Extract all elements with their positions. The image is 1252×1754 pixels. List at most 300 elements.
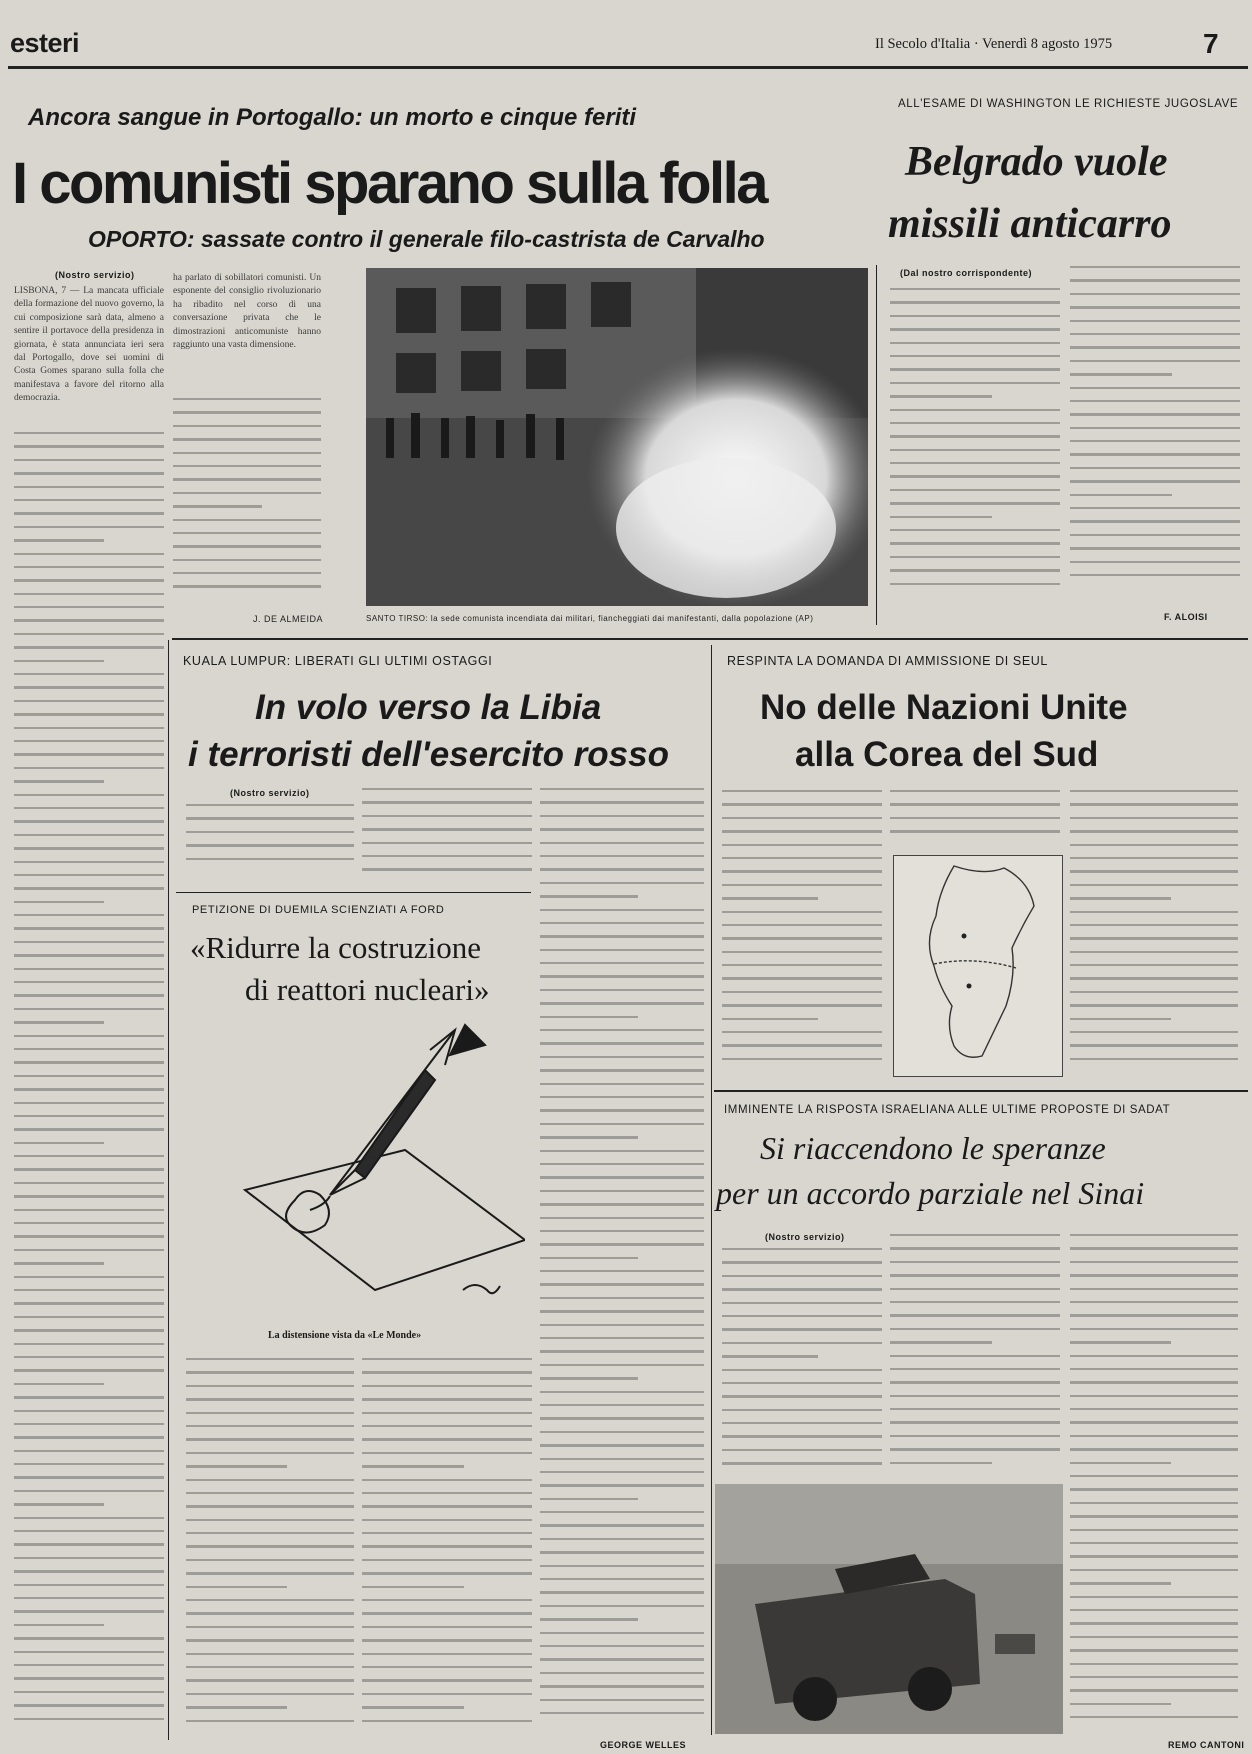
text-line: [890, 502, 1060, 504]
sinai-column-2: [890, 1234, 1060, 1479]
text-line: [14, 1061, 164, 1063]
text-line: [186, 1385, 354, 1387]
text-line: [890, 395, 992, 397]
column-rule-left: [168, 640, 169, 1740]
text-line: [14, 486, 164, 488]
text-line: [186, 1479, 354, 1481]
text-line: [890, 382, 1060, 384]
text-line: [362, 1479, 532, 1481]
text-line: [14, 686, 164, 688]
text-line: [14, 1410, 164, 1412]
text-line: [186, 1559, 354, 1561]
text-line: [890, 817, 1060, 819]
text-line: [722, 1031, 882, 1033]
text-line: [362, 1653, 532, 1655]
newspaper-date: Il Secolo d'Italia · Venerdì 8 agosto 1975: [875, 36, 1113, 52]
text-line: [14, 807, 164, 809]
text-line: [14, 1423, 164, 1425]
text-line: [540, 949, 704, 951]
text-line: [1070, 1314, 1238, 1316]
text-line: [890, 1462, 992, 1464]
text-line: [540, 1029, 704, 1031]
text-line: [14, 512, 164, 514]
text-line: [14, 914, 164, 916]
text-line: [1070, 1609, 1238, 1611]
text-line: [186, 1653, 354, 1655]
text-line: [890, 569, 1060, 571]
text-line: [890, 516, 992, 518]
text-line: [540, 1417, 704, 1419]
text-line: [540, 1176, 704, 1178]
header-rule: [8, 66, 1248, 69]
text-line: [14, 499, 164, 501]
text-line: [186, 1492, 354, 1494]
text-line: [890, 1421, 1060, 1423]
text-line: [14, 1155, 164, 1157]
text-line: [540, 1230, 704, 1232]
text-line: [14, 1570, 164, 1572]
text-line: [540, 1324, 704, 1326]
text-line: [14, 700, 164, 702]
text-line: [722, 951, 882, 953]
text-line: [890, 1341, 992, 1343]
text-line: [722, 1409, 882, 1411]
sinai-rule: [714, 1090, 1248, 1092]
text-line: [540, 1136, 638, 1138]
text-line: [14, 619, 164, 621]
text-line: [1070, 1328, 1238, 1330]
text-line: [14, 1209, 164, 1211]
text-line: [1070, 1031, 1238, 1033]
text-line: [186, 1586, 287, 1588]
text-line: [722, 977, 882, 979]
portugal-column-1: [14, 432, 164, 1732]
text-line: [1070, 520, 1240, 522]
portugal-service: (Nostro servizio): [55, 270, 135, 280]
text-line: [186, 1720, 354, 1722]
text-line: [14, 459, 164, 461]
text-line: [890, 328, 1060, 330]
text-line: [14, 1369, 164, 1371]
text-line: [890, 1395, 1060, 1397]
text-line: [14, 1343, 164, 1345]
text-line: [1070, 1716, 1238, 1718]
corea-kicker: RESPINTA LA DOMANDA DI AMMISSIONE DI SEUL: [727, 654, 1048, 668]
nucleare-headline-line1: «Ridurre la costruzione: [190, 930, 481, 965]
text-line: [540, 1203, 704, 1205]
text-line: [1070, 360, 1240, 362]
text-line: [362, 1532, 532, 1534]
text-line: [14, 901, 104, 903]
text-line: [14, 994, 164, 996]
text-line: [14, 954, 164, 956]
text-line: [722, 844, 882, 846]
text-line: [362, 1626, 532, 1628]
text-line: [14, 1316, 164, 1318]
text-line: [186, 1639, 354, 1641]
text-line: [362, 801, 532, 803]
text-line: [1070, 534, 1240, 536]
text-line: [14, 526, 164, 528]
text-line: [540, 1565, 704, 1567]
text-line: [14, 1289, 164, 1291]
text-line: [14, 1530, 164, 1532]
text-line: [14, 861, 164, 863]
text-line: [1070, 991, 1238, 993]
text-line: [1070, 897, 1171, 899]
text-line: [1070, 817, 1238, 819]
text-line: [540, 1431, 704, 1433]
nucleare-column-2: [362, 1358, 532, 1738]
text-line: [362, 868, 532, 870]
text-line: [1070, 1058, 1238, 1060]
text-line: [14, 874, 164, 876]
portugal-text-col2: [173, 272, 321, 392]
text-line: [722, 1342, 882, 1344]
corea-column-2: [890, 790, 1060, 850]
text-line: [1070, 387, 1240, 389]
text-line: [1070, 1004, 1238, 1006]
text-line: [722, 964, 882, 966]
text-line: [540, 1591, 704, 1593]
text-line: [362, 1612, 532, 1614]
text-line: [890, 1301, 1060, 1303]
text-line: [14, 1476, 164, 1478]
text-line: [14, 1503, 104, 1505]
text-line: [186, 1412, 354, 1414]
text-line: [890, 1274, 1060, 1276]
text-line: [362, 1639, 532, 1641]
text-line: [540, 1350, 704, 1352]
belgrado-headline-line2: missili anticarro: [888, 201, 1172, 247]
text-line: [362, 1586, 464, 1588]
text-line: [540, 975, 704, 977]
text-line: [362, 1545, 532, 1547]
section-label: esteri: [10, 28, 80, 58]
text-line: [14, 713, 164, 715]
text-line: [14, 1249, 164, 1251]
sinai-photo: [715, 1484, 1063, 1734]
text-line: [186, 1532, 354, 1534]
cartoon-caption: La distensione vista da «Le Monde»: [268, 1330, 422, 1341]
text-line: [540, 1712, 704, 1714]
text-line: [1070, 266, 1240, 268]
text-line: [362, 788, 532, 790]
text-line: [890, 1381, 1060, 1383]
text-line: [890, 475, 1060, 477]
text-line: [1070, 1355, 1238, 1357]
text-line: [540, 1672, 704, 1674]
text-line: [14, 1235, 164, 1237]
text-line: [722, 830, 882, 832]
text-line: [362, 1572, 532, 1574]
text-line: [362, 1385, 532, 1387]
text-line: [540, 788, 704, 790]
text-line: [540, 855, 704, 857]
text-line: [890, 409, 1060, 411]
text-line: [540, 1551, 704, 1553]
text-line: [540, 922, 704, 924]
text-line: [540, 882, 704, 884]
text-line: [722, 924, 882, 926]
text-line: [540, 1364, 704, 1366]
text-line: [540, 1109, 704, 1111]
nucleare-rule: [176, 892, 531, 893]
text-line: [540, 1016, 638, 1018]
text-line: [540, 895, 638, 897]
sinai-column-3: [1070, 1234, 1238, 1734]
text-line: [890, 803, 1060, 805]
text-line: [14, 1396, 164, 1398]
text-line: [186, 1693, 354, 1695]
text-line: [722, 857, 882, 859]
korea-map: [893, 855, 1063, 1077]
text-line: [173, 532, 321, 534]
text-line: [722, 1004, 882, 1006]
text-line: [1070, 1703, 1171, 1705]
nucleare-column-1: [186, 1358, 354, 1738]
text-line: [890, 583, 1060, 585]
text-line: [14, 794, 164, 796]
text-line: [362, 815, 532, 817]
sinai-headline-line1: Si riaccendono le speranze: [760, 1130, 1106, 1166]
text-line: [540, 1391, 704, 1393]
text-line: [1070, 1582, 1171, 1584]
text-line: [540, 1217, 704, 1219]
nucleare-author: GEORGE WELLES: [600, 1740, 687, 1750]
text-line: [14, 820, 164, 822]
text-line: [890, 1328, 1060, 1330]
text-line: [890, 1234, 1060, 1236]
belgrado-column-2: [1070, 266, 1240, 596]
text-line: [173, 411, 321, 413]
text-line: [362, 1666, 532, 1668]
text-line: [173, 492, 321, 494]
text-line: [722, 870, 882, 872]
text-line: [540, 815, 704, 817]
text-line: [540, 909, 704, 911]
libia-headline-line1: In volo verso la Libia: [255, 688, 602, 727]
text-line: [362, 842, 532, 844]
text-line: [890, 342, 1060, 344]
text-line: [14, 1142, 104, 1144]
sinai-kicker: IMMINENTE LA RISPOSTA ISRAELIANA ALLE ULTIME PROPOSTE DI SADAT: [724, 1104, 1171, 1116]
portugal-headline: I comunisti sparano sulla folla: [12, 151, 767, 216]
text-line: [1070, 1555, 1238, 1557]
text-line: [14, 1222, 164, 1224]
text-line: [722, 1369, 882, 1371]
text-line: [722, 1382, 882, 1384]
text-line: [14, 553, 164, 555]
text-line: [1070, 561, 1240, 563]
text-line: [890, 1261, 1060, 1263]
text-line: [540, 1002, 704, 1004]
text-line: [14, 941, 164, 943]
text-line: [362, 828, 532, 830]
text-line: [1070, 1462, 1171, 1464]
text-line: [186, 1599, 354, 1601]
text-line: [1070, 1301, 1238, 1303]
text-line: [14, 740, 164, 742]
text-line: [540, 1605, 704, 1607]
text-line: [173, 478, 321, 480]
text-line: [186, 1626, 354, 1628]
text-line: [1070, 1596, 1238, 1598]
text-line: [1070, 1636, 1238, 1638]
text-line: [890, 435, 1060, 437]
text-line: [14, 673, 164, 675]
text-line: [540, 1578, 704, 1580]
text-line: [1070, 547, 1240, 549]
text-line: [890, 368, 1060, 370]
text-line: [1070, 440, 1240, 442]
portugal-text-start: LISBONA, 7 — La mancata ufficiale della formazione del nuovo governo, la cui composizione sarà data, almeno a sentire il portavoce della presidenza in giornata, è stata annunciata ieri sera dal Portogallo, dove sei uomini di Costa Gomes sparano sulla folla che manifestava a favore del ritorno alla democrazia.: [14, 286, 164, 404]
text-line: [14, 927, 164, 929]
text-line: [1070, 1395, 1238, 1397]
text-line: [362, 1358, 532, 1360]
missile-pen-dove-drawing: [225, 1010, 525, 1310]
text-line: [722, 1422, 882, 1424]
text-line: [362, 1465, 464, 1467]
text-line: [540, 1270, 704, 1272]
text-line: [722, 1315, 882, 1317]
text-line: [186, 804, 354, 806]
text-line: [1070, 320, 1240, 322]
text-line: [14, 753, 164, 755]
nucleare-headline-line2: di reattori nucleari»: [245, 972, 490, 1007]
text-line: [540, 1618, 638, 1620]
text-line: [540, 1377, 638, 1379]
text-line: [1070, 1622, 1238, 1624]
text-line: [14, 1021, 104, 1023]
text-line: [14, 727, 164, 729]
portugal-text-col1: [14, 285, 164, 425]
text-line: [540, 1471, 704, 1473]
text-line: [14, 1276, 164, 1278]
text-line: [14, 767, 164, 769]
text-line: [722, 1018, 818, 1020]
text-line: [540, 1524, 704, 1526]
text-line: [1070, 884, 1238, 886]
text-line: [722, 911, 882, 913]
text-line: [1070, 1569, 1238, 1571]
text-line: [14, 1128, 164, 1130]
text-line: [1070, 977, 1238, 979]
corea-column-3: [1070, 790, 1238, 1075]
text-line: [1070, 1448, 1238, 1450]
text-line: [362, 1438, 532, 1440]
text-line: [14, 472, 164, 474]
text-line: [14, 1182, 164, 1184]
text-line: [722, 790, 882, 792]
text-line: [186, 1505, 354, 1507]
portugal-kicker: Ancora sangue in Portogallo: un morto e cinque feriti: [28, 104, 637, 131]
text-line: [14, 1436, 164, 1438]
text-line: [722, 1058, 882, 1060]
libia-column-2: [362, 788, 532, 884]
text-line: [186, 1425, 354, 1427]
text-line: [186, 1572, 354, 1574]
text-line: [1070, 400, 1240, 402]
text-line: [1070, 1044, 1238, 1046]
text-line: [14, 968, 164, 970]
text-line: [14, 1115, 164, 1117]
text-line: [890, 422, 1060, 424]
text-line: [890, 449, 1060, 451]
text-line: [14, 1517, 164, 1519]
libia-service: (Nostro servizio): [230, 788, 310, 798]
text-line: [540, 1498, 638, 1500]
text-line: [173, 559, 321, 561]
text-line: [1070, 870, 1238, 872]
text-line: [14, 1356, 164, 1358]
text-line: [540, 1297, 704, 1299]
text-line: [722, 1288, 882, 1290]
text-line: [14, 1008, 164, 1010]
text-line: [362, 1519, 532, 1521]
text-line: [14, 1637, 164, 1639]
text-line: [14, 593, 164, 595]
text-line: [1070, 1435, 1238, 1437]
text-line: [1070, 507, 1240, 509]
text-line: [173, 465, 321, 467]
text-line: [1070, 1542, 1238, 1544]
text-line: [540, 1042, 704, 1044]
text-line: [1070, 911, 1238, 913]
libia-kicker: KUALA LUMPUR: LIBERATI GLI ULTIMI OSTAGGI: [183, 654, 493, 668]
text-line: [540, 1163, 704, 1165]
text-line: [890, 1314, 1060, 1316]
text-line: [722, 884, 882, 886]
text-line: [722, 1044, 882, 1046]
text-line: [890, 542, 1060, 544]
text-line: [14, 1168, 164, 1170]
text-line: [14, 1195, 164, 1197]
text-line: [186, 1666, 354, 1668]
text-line: [540, 962, 704, 964]
text-line: [14, 1610, 164, 1612]
text-line: [1070, 830, 1238, 832]
text-line: [540, 1337, 704, 1339]
text-line: [1070, 413, 1240, 415]
text-line: [722, 937, 882, 939]
page-number: 7: [1203, 28, 1219, 59]
text-line: [362, 1599, 532, 1601]
text-line: [540, 868, 704, 870]
text-line: [1070, 1676, 1238, 1678]
text-line: [722, 991, 882, 993]
text-line: [173, 398, 321, 400]
text-line: [14, 887, 164, 889]
text-line: [186, 1358, 354, 1360]
text-line: [14, 1262, 104, 1264]
text-line: [1070, 951, 1238, 953]
text-line: [14, 847, 164, 849]
text-line: [14, 834, 164, 836]
corea-headline-line2: alla Corea del Sud: [795, 735, 1099, 774]
text-line: [14, 432, 164, 434]
text-line: [14, 1329, 164, 1331]
text-line: [890, 355, 1060, 357]
text-line: [186, 1679, 354, 1681]
text-line: [540, 1404, 704, 1406]
text-line: [890, 529, 1060, 531]
text-line: [14, 1075, 164, 1077]
text-line: [362, 1693, 532, 1695]
text-line: [890, 830, 1060, 832]
text-line: [14, 1088, 164, 1090]
text-line: [362, 1371, 532, 1373]
